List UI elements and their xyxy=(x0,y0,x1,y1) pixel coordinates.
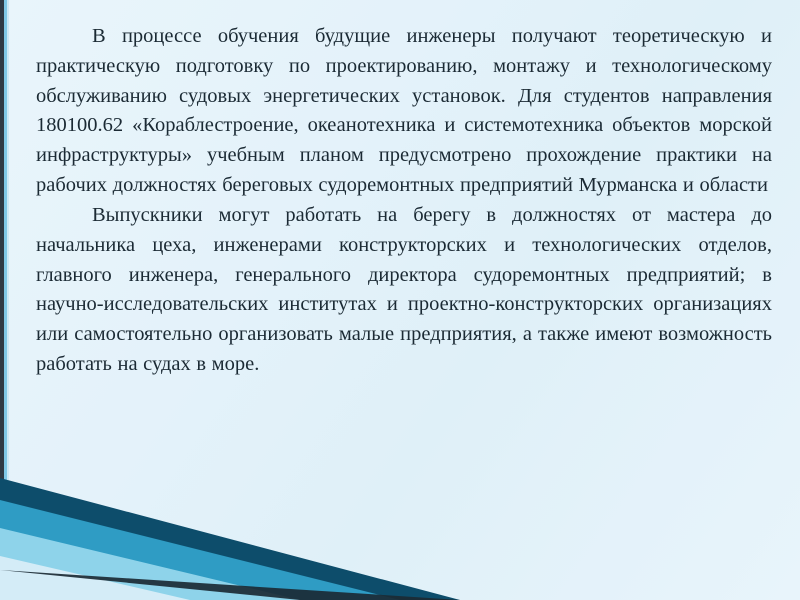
slide-text-body xyxy=(36,22,772,380)
bottom-left-decorative-triangles xyxy=(0,470,460,600)
paragraph-1: В процессе обучения будущие инженеры получают теоретическую и практическую подготовку по проектированию, монтажу и технологическому обслуживанию судовых энергетических установок. Для студентов направления 180100.62 «Кораблестроение, океанотехника и системотехника объектов морской инфраструктуры» учебным планом предусмотрено прохождение практики на рабочих должностях береговых судоремонтных предприятий Мурманска и области xyxy=(36,25,772,197)
left-accent-stripe-pale xyxy=(7,0,9,600)
paragraph-2: Выпускники могут работать на берегу в должностях от мастера до начальника цеха, инженерами конструкторских и технологических отделов, главного инженера, генерального директора судоремонтных предприятий; в научно-исследовательских институтах и проектно-конструкторских организациях или самостоятельно организовать малые предприятия, а также имеют возможность работать на судах в море. xyxy=(36,203,772,375)
